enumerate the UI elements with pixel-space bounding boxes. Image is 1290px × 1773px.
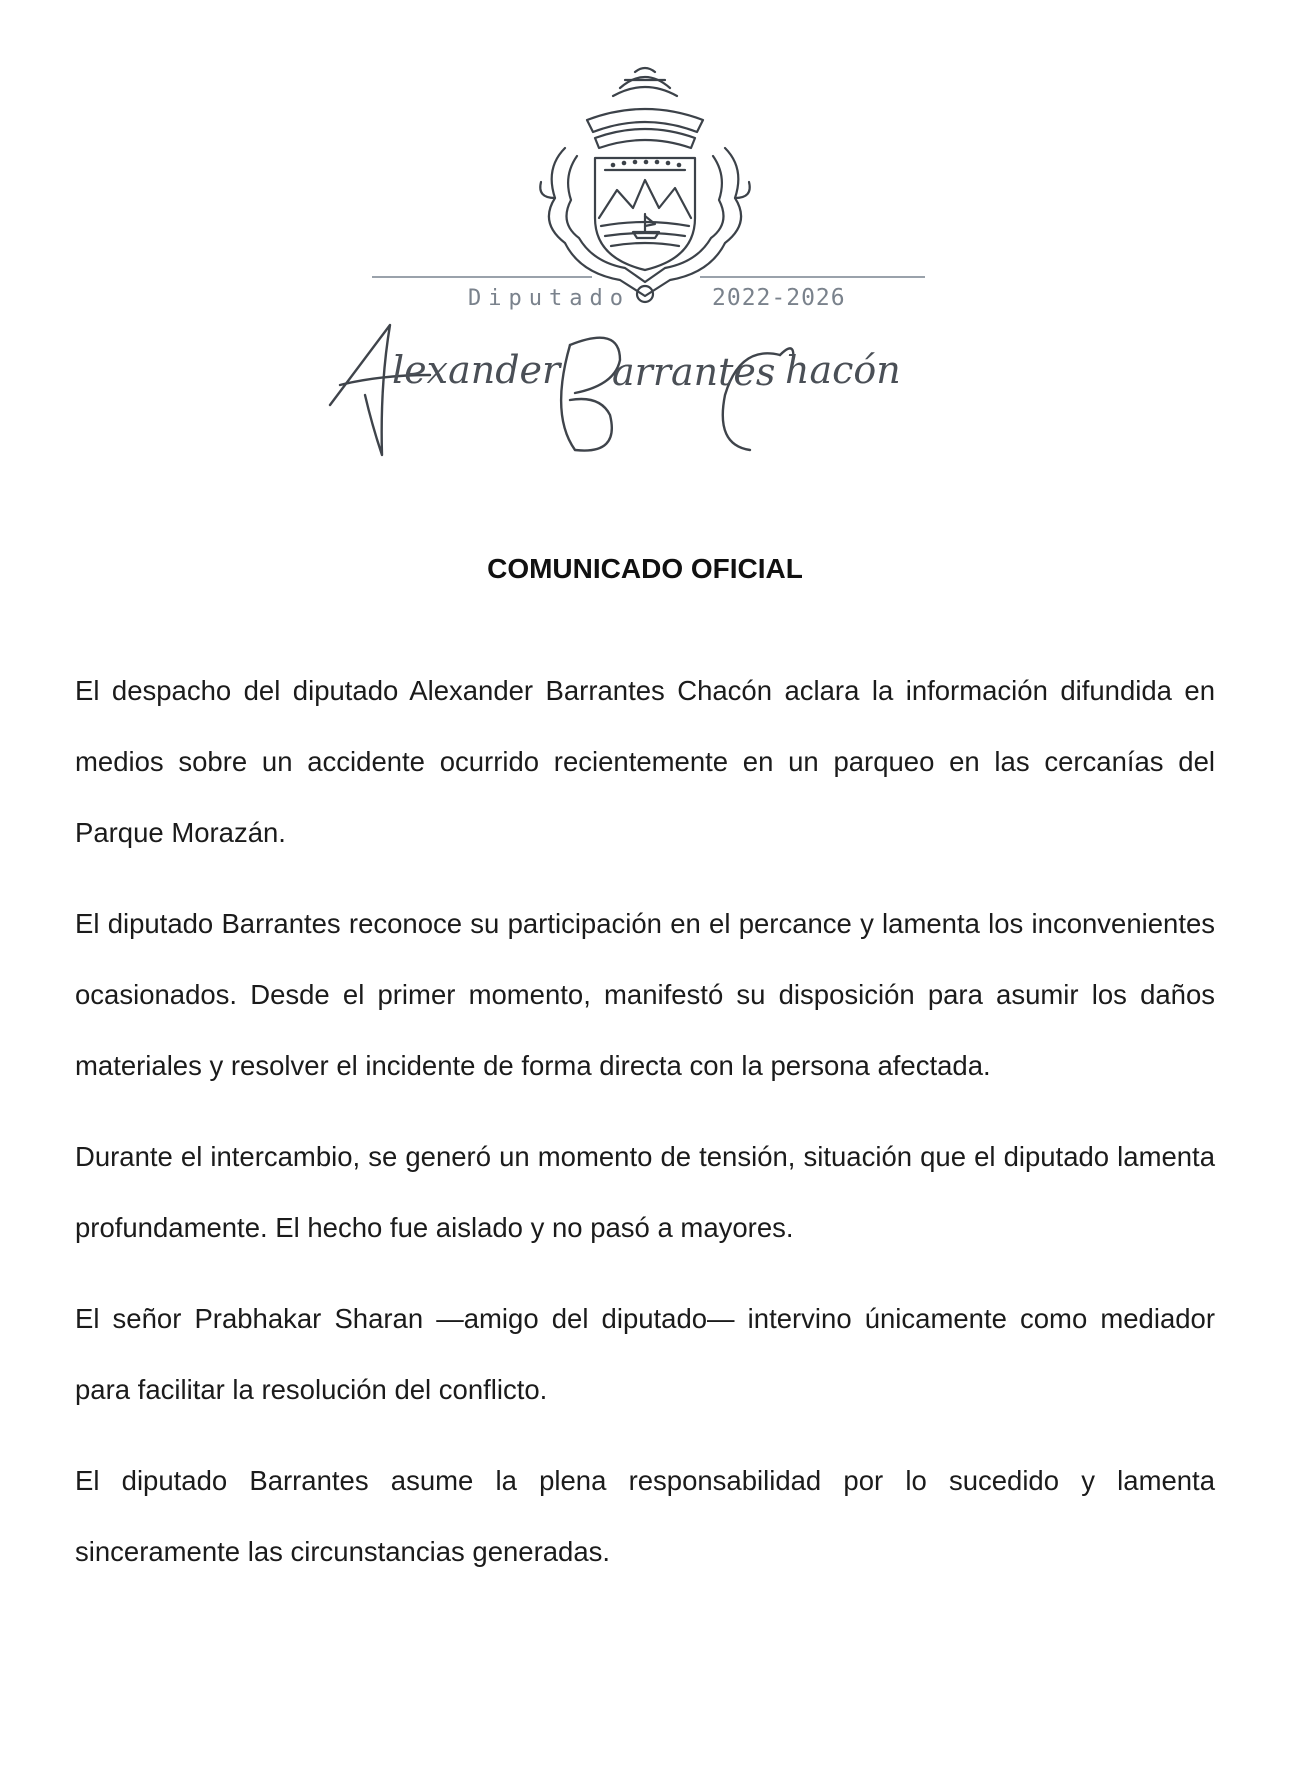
letterhead-rule-left (372, 276, 592, 278)
term-years: 2022-2026 (712, 285, 846, 311)
letterhead (0, 40, 1290, 460)
paragraph: Durante el intercambio, se generó un momento de tensión, situación que el diputado lamenta profundamente. El hecho fue aislado y no pasó a mayores. (75, 1141, 1215, 1243)
letterhead-rule-right (700, 276, 925, 278)
paragraph: El despacho del diputado Alexander Barrantes Chacón aclara la información difundida en medios sobre un accidente ocurrido recientemente en un parqueo en las cercanías del Parque Morazán. (75, 675, 1215, 848)
svg-text:hacón: hacón (785, 348, 901, 392)
paragraph: El señor Prabhakar Sharan —amigo del diputado— intervino únicamente como mediador para facilitar la resolución del conflicto. (75, 1303, 1215, 1405)
signature-image (320, 305, 960, 465)
page-title: COMUNICADO OFICIAL (487, 553, 803, 584)
svg-text:lexander: lexander (392, 348, 561, 392)
deputy-title: Diputado (468, 286, 630, 311)
paragraph: El diputado Barrantes reconoce su participación en el percance y lamenta los inconvenientes ocasionados. Desde el primer momento, manifestó su disposición para asumir los daños materiales y resolver el incidente de forma directa con la persona afectada. (75, 908, 1215, 1081)
paragraph: El diputado Barrantes asume la plena responsabilidad por lo sucedido y lamenta sinceramente las circunstancias generadas. (75, 1465, 1215, 1567)
statement-body (75, 655, 1215, 1607)
coat-of-arms-icon (525, 58, 765, 308)
svg-text:arrantes: arrantes (612, 350, 776, 394)
